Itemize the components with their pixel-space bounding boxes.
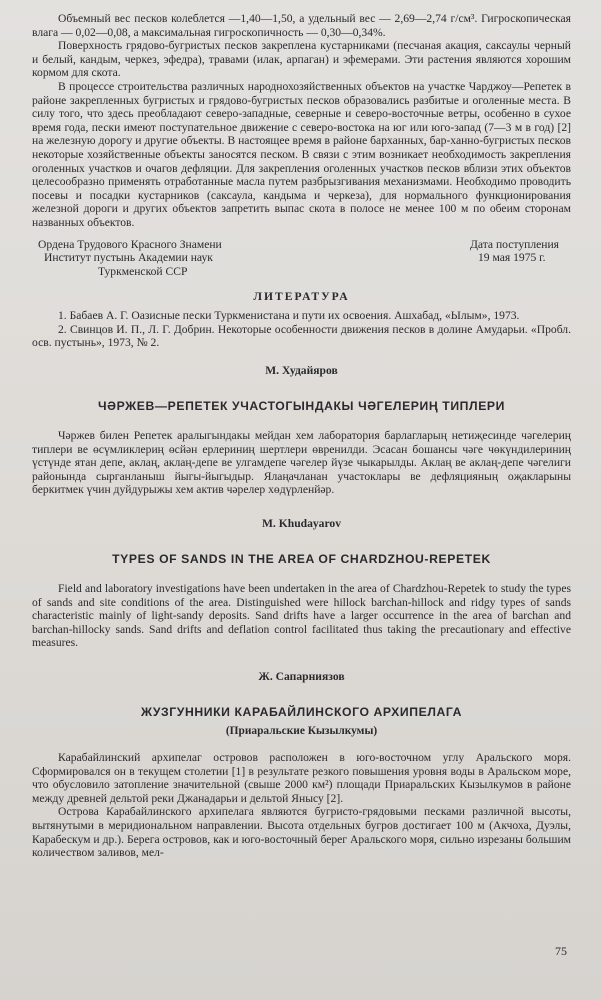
article-author: Ж. Сапарниязов bbox=[258, 670, 345, 683]
article-paragraph-1: Карабайлинский архипелаг островов расположен в юго-восточном углу Аральского моря. Сформировался он в текущем столетии [1] в результате резкого повышения уровня воды в Аральском море, что обусловило затопление значительной (свыше 2000 км²) площади Приаральских Кызылкумов в районе между древней дельтой реки Джанадарьи и дельтой Янысу [2]. bbox=[32, 751, 571, 805]
reference-1: 1. Бабаев А. Г. Оазисные пески Туркменистана и пути их освоения. Ашхабад, «Ылым», 1973. bbox=[58, 309, 520, 323]
english-title: TYPES OF SANDS IN THE AREA OF CHARDZHOU-REPETEK bbox=[112, 552, 491, 567]
english-author: M. Khudayarov bbox=[261, 517, 342, 531]
paragraph-density: Объемный вес песков колеблется —1,40—1,50, а удельный вес — 2,69—2,74 г/см³. Гигроскопическая влага — 0,02—0,08, а максимальная гигроскопичность — 0,30—0,34%. bbox=[32, 12, 571, 39]
article-subtitle: (Приаральские Кызылкумы) bbox=[225, 725, 378, 737]
paragraph-construction: В процессе строительства различных народнохозяйственных объектов на участке Чарджоу—Репетек в районе закрепленных бугристых и грядово-бугристых песков образовались разбитые и оголенные места. В силу того, что здесь преобладают северо-западные, северные и северо-восточные ветры, особенно в сухое время года, пески имеют поступательное движение с северо-востока на юг или юго-запад (7—3 м в год) [2] на железную дорогу и другие объекты. В настоящее время в районе барханных, бар-ханно-бугристых песков некоторые хозяйственные объекты заносятся песком. В связи с этим возникает необходимость закрепления оголенных участков и очагов дефляции. Для закрепления оголенных участков песков вблизи этих объектов целесообразно применять отработанные масла путем разбрызгивания механизмами. Необходимо проводить посевы и посадки кустарников (саксаула, кандыма и черкеза), для нормального функционирования железной дороги и других объектов запретить выпас скота в полосе не менее 100 м по обеим сторонам названных объектов. bbox=[32, 79, 571, 229]
page-number: 75 bbox=[555, 944, 567, 958]
affiliation-block bbox=[32, 238, 571, 279]
paragraph-vegetation: Поверхность грядово-бугристых песков закреплена кустарниками (песчаная акация, саксаулы черный и белый, кандым, черкез, эфедра), травами (илак, арпаган) и эфемерами. Эти растения являются хорошим кормом для скота. bbox=[32, 39, 571, 80]
turkmen-author: М. Худайяров bbox=[265, 364, 338, 378]
article-title: ЖУЗГУННИКИ КАРАБАЙЛИНСКОГО АРХИПЕЛАГА bbox=[140, 705, 463, 719]
reference-2: 2. Свинцов И. П., Л. Г. Добрин. Некоторые особенности движения песков в долине Амударьи. «Пробл. осв. пустынь», 1973, № 2. bbox=[32, 322, 571, 350]
english-abstract: Field and laboratory investigations have been undertaken in the area of Chardzhou-Repetek to study the types of sands and site conditions of the area. Distinguished were hillock barchan-hillock and ridgy types of sands characteristic mainly of light-sandy deposits. Sand drifts have a larger occurrence in the area of barchan and barchan-hillocky sands. Sand drifts and deflation control facilitated thus taking the precautionary and effective measures. bbox=[32, 582, 571, 650]
literature-heading: ЛИТЕРАТУРА bbox=[253, 290, 350, 304]
affiliation-line2: Институт пустынь Академии наук bbox=[44, 251, 213, 265]
turkmen-abstract: Чәржев билен Репетек аралыгындакы мейдан хем лаборатория барлагларың нетиҗесинде чәгелериң типлери ве өсүмликлериң өсйән ерлериниң шертлери өвренилди. Эсасан бошансы чәге чөкүндилериниң үстүнде ятан депе, аклаң, аклаң-депе ве улгамдепе чәгелер йүзе чыкарылды. Аклаң ве аклаң-депе чәгелиги районында сырганланыш йыгы-йыгыдыр. Ялаңачланан участоклары ве дефляцияның оҗакларыны беркитмек үчин дуйдурыжы хем актив чәрелер хөдүрленйәр. bbox=[32, 429, 571, 497]
received-date-label: Дата поступления bbox=[469, 237, 559, 251]
affiliation-line1: Ордена Трудового Красного Знамени bbox=[38, 237, 222, 251]
article-paragraph-2: Острова Карабайлинского архипелага являются бугристо-грядовыми песками различной высоты, вытянутыми в меридиональном направлении. Высота отдельных бугров достигает 100 м (Акчоха, Дуэлы, Карабескум и др.). Берега островов, как и юго-восточный берег Аральского моря, сильно изрезаны большим количеством заливов, мел- bbox=[32, 805, 571, 860]
turkmen-title: ЧӘРЖЕВ—РЕПЕТЕК УЧАСТОГЫНДАКЫ ЧӘГЕЛЕРИҢ ТИПЛЕРИ bbox=[97, 399, 506, 414]
received-date: 19 мая 1975 г. bbox=[477, 251, 546, 265]
affiliation-line3: Туркменской ССР bbox=[98, 264, 188, 278]
